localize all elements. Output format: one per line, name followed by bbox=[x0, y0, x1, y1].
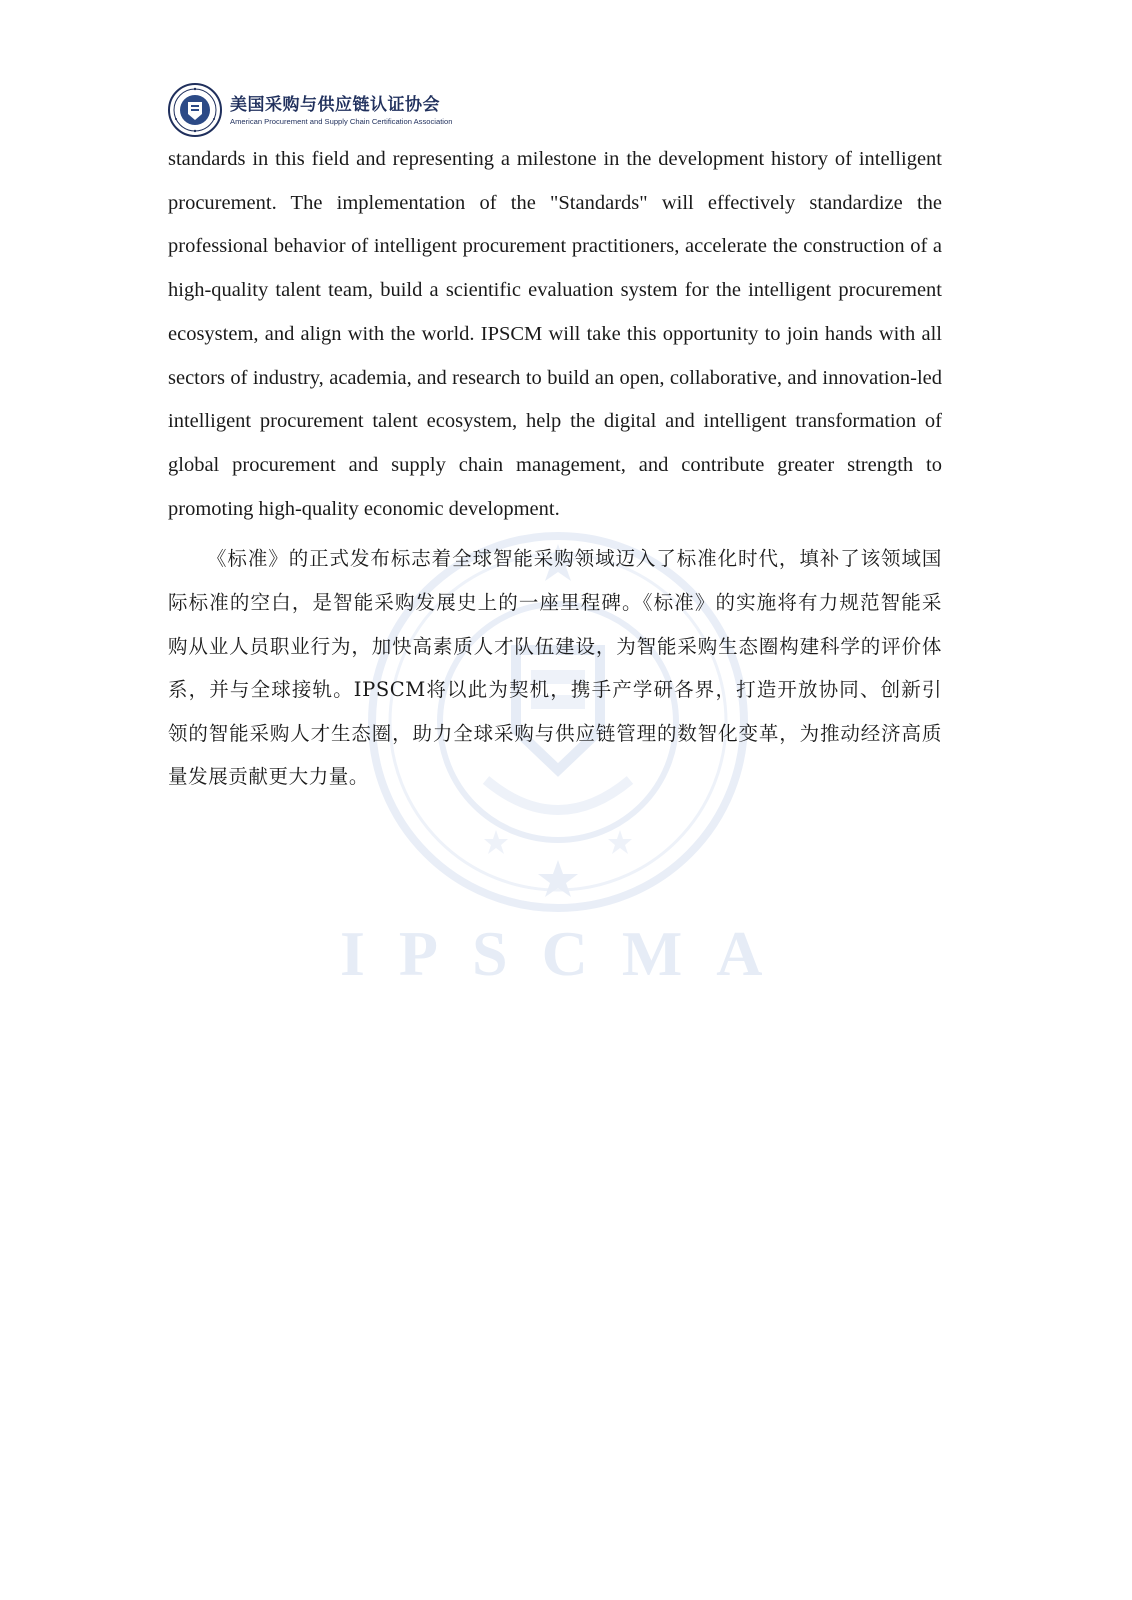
chinese-paragraph: 《标准》的正式发布标志着全球智能采购领域迈入了标准化时代，填补了该领域国际标准的空白，是智能采购发展史上的一座里程碑。《标准》的实施将有力规范智能采购从业人员职业行为，加快高素质人才队伍建设，为智能采购生态圈构建科学的评价体系，并与全球接轨。IPSCM将以此为契机，携手产学研各界，打造开放协同、创新引领的智能采购人才生态圈，助力全球采购与供应链管理的数智化变革，为推动经济高质量发展贡献更大力量。 bbox=[168, 547, 942, 789]
document-body bbox=[168, 138, 942, 799]
association-seal-logo bbox=[168, 83, 222, 137]
page-header bbox=[168, 82, 452, 138]
org-name-english: American Procurement and Supply Chain Certification Association bbox=[230, 116, 453, 126]
watermark-text: IPSCMA bbox=[340, 918, 797, 989]
header-text-block bbox=[230, 94, 452, 127]
english-paragraph: standards in this field and representing a milestone in the development history of intelligent procurement. The implementation of the "Standards" will effectively standardize the professional behavior of intelligent procurement practitioners, accelerate the construction of a high-quality talent team, build a scientific evaluation system for the intelligent procurement ecosystem, and align with the world. IPSCM will take this opportunity to join hands with all sectors of industry, academia, and research to build an open, collaborative, and innovation-led intelligent procurement talent ecosystem, help the digital and intelligent transformation of global procurement and supply chain management, and contribute greater strength to promoting high-quality economic development. bbox=[168, 148, 942, 520]
org-name-chinese: 美国采购与供应链认证协会 bbox=[230, 94, 440, 115]
